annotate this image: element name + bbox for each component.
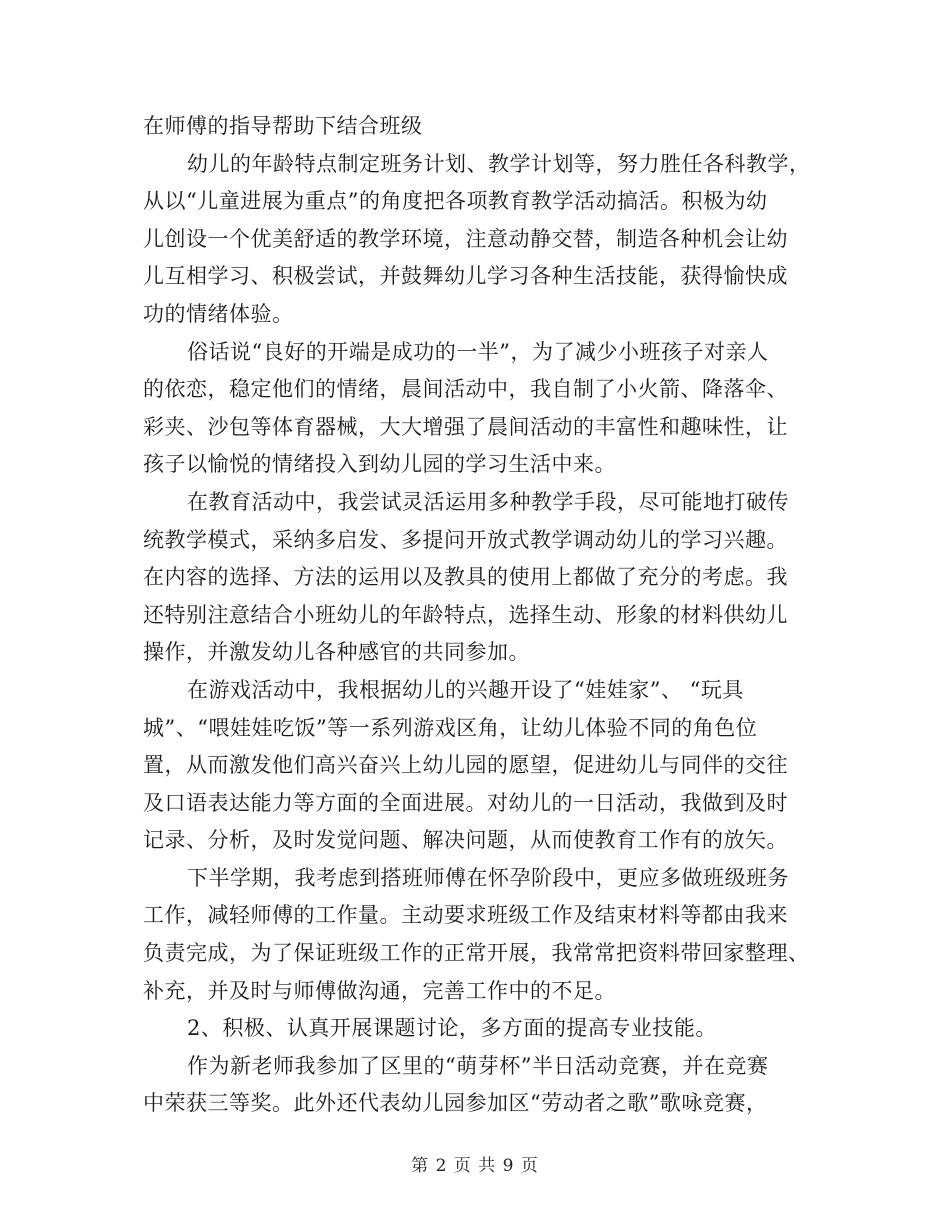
text-line: 2、积极、认真开展课题讨论，多方面的提高专业技能。 xyxy=(187,1016,717,1041)
text-line: 负责完成，为了保证班级工作的正常开展，我常常把资料带回家整理、 xyxy=(143,941,810,966)
text-line: 中荣获三等奖。此外还代表幼儿园参加区“劳动者之歌”歌咏竞赛， xyxy=(143,1091,768,1116)
text-line: 孩子以愉悦的情绪投入到幼儿园的学习生活中来。 xyxy=(143,452,616,477)
page-number-footer: 第 2 页 共 9 页 xyxy=(411,1156,539,1176)
text-line: 在内容的选择、方法的运用以及教具的使用上都做了充分的考虑。我 xyxy=(143,565,788,590)
text-line: 幼儿的年龄特点制定班务计划、教学计划等，努力胜任各科教学， xyxy=(187,151,811,176)
text-line: 下半学期，我考虑到搭班师傅在怀孕阶段中，更应多做班级班务 xyxy=(187,865,789,890)
text-line: 还特别注意结合小班幼儿的年龄特点，选择生动、形象的材料供幼儿 xyxy=(143,602,788,627)
text-line: 俗话说“良好的开端是成功的一半”，为了减少小班孩子对亲人 xyxy=(187,339,769,364)
text-line: 操作，并激发幼儿各种感官的共同参加。 xyxy=(143,640,530,665)
text-line: 在教育活动中，我尝试灵活运用多种教学手段，尽可能地打破传 xyxy=(187,489,789,514)
text-line: 作为新老师我参加了区里的“萌芽杯”半日活动竞赛，并在竞赛 xyxy=(187,1053,769,1078)
text-line: 从以“儿童进展为重点”的角度把各项教育教学活动搞活。积极为幼 xyxy=(143,189,768,214)
text-line: 在师傅的指导帮助下结合班级 xyxy=(143,114,423,138)
text-line: 及口语表达能力等方面的全面进展。对幼儿的一日活动，我做到及时 xyxy=(143,790,788,815)
text-line: 彩夹、沙包等体育器械，大大增强了晨间活动的丰富性和趣味性，让 xyxy=(143,414,788,439)
text-line: 置，从而激发他们高兴奋兴上幼儿园的愿望，促进幼儿与同伴的交往 xyxy=(143,753,788,778)
text-line: 功的情绪体验。 xyxy=(143,301,294,326)
text-line: 儿创设一个优美舒适的教学环境，注意动静交替，制造各种机会让幼 xyxy=(143,226,788,251)
text-line: 儿互相学习、积极尝试，并鼓舞幼儿学习各种生活技能，获得愉快成 xyxy=(143,264,788,289)
text-line: 工作，减轻师傅的工作量。主动要求班级工作及结束材料等都由我来 xyxy=(143,903,788,928)
text-line: 城”、“喂娃娃吃饭”等一系列游戏区角，让幼儿体验不同的角色位 xyxy=(143,715,758,740)
document-body xyxy=(143,108,811,1123)
text-line: 统教学模式，采纳多启发、多提问开放式教学调动幼儿的学习兴趣。 xyxy=(143,527,788,552)
text-line: 在游戏活动中，我根据幼儿的兴趣开设了“娃娃家”、 “玩具 xyxy=(187,677,744,702)
text-line: 记录、分析，及时发觉问题、解决问题，从而使教育工作有的放矢。 xyxy=(143,828,788,853)
text-line: 补充，并及时与师傅做沟通，完善工作中的不足。 xyxy=(143,978,616,1003)
text-line: 的依恋，稳定他们的情绪，晨间活动中，我自制了小火箭、降落伞、 xyxy=(143,377,788,402)
